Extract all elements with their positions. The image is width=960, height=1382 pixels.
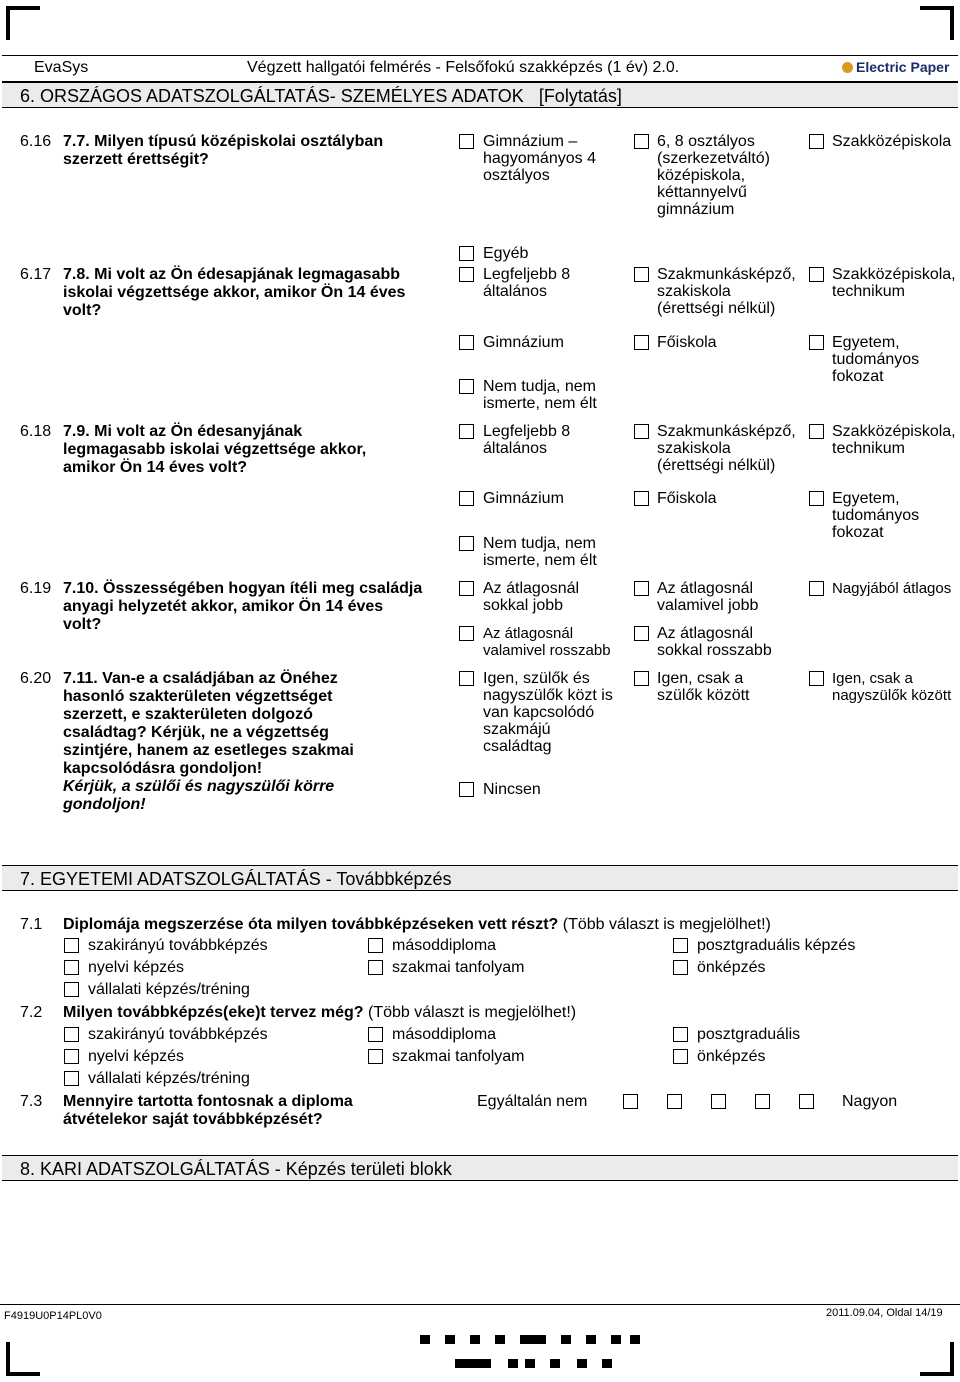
q617-option-2: Szakmunkásképző, szakiskola (érettségi nélkül): [657, 266, 796, 317]
q71-checkbox-3[interactable]: [673, 938, 688, 953]
q619-checkbox-1[interactable]: [459, 581, 474, 596]
q618-option-6: Egyetem, tudományos fokozat: [832, 490, 920, 541]
q617-checkbox-1[interactable]: [459, 267, 474, 282]
section-8-title: 8. KARI ADATSZOLGÁLTATÁS - Képzés területi blokk: [20, 1159, 452, 1179]
q71-checkbox-1[interactable]: [64, 938, 79, 953]
q618-checkbox-7[interactable]: [459, 536, 474, 551]
q620-checkbox-1[interactable]: [459, 671, 474, 686]
q73-scale-checkbox-1[interactable]: [623, 1094, 638, 1109]
q71-checkbox-4[interactable]: [64, 960, 79, 975]
q616-option-2: 6, 8 osztályos (szerkezetváltó) középiskola, kéttannyelvű gimnázium: [657, 133, 770, 218]
q620-option-4: Nincsen: [483, 781, 541, 798]
q72-checkbox-6[interactable]: [673, 1049, 688, 1064]
barcode-row-1: [420, 1331, 643, 1349]
document-header: [2, 55, 958, 82]
q619-option-2: Az átlagosnál valamivel jobb: [657, 580, 759, 614]
q72-option-4: nyelvi képzés: [88, 1048, 185, 1065]
registration-mark-top-right: [920, 6, 954, 40]
q619-checkbox-5[interactable]: [634, 626, 649, 641]
q72-option-6: önképzés: [697, 1048, 766, 1065]
q73-scale-right-label: Nagyon: [842, 1093, 898, 1110]
q617-option-7: Nem tudja, nem ismerte, nem élt: [483, 378, 597, 412]
registration-mark-bottom-right: [920, 1342, 954, 1376]
q619-number: 6.19: [20, 580, 52, 597]
q619-option-1: Az átlagosnál sokkal jobb: [483, 580, 580, 614]
q617-text: 7.8. Mi volt az Ön édesapjának legmagasabb iskolai végzettsége akkor, amikor Ön 14 éves volt?: [63, 266, 406, 319]
q71-checkbox-7[interactable]: [64, 982, 79, 997]
q620-checkbox-2[interactable]: [634, 671, 649, 686]
q618-text: 7.9. Mi volt az Ön édesanyjának legmagasabb iskolai végzettsége akkor, amikor Ön 14 éves volt?: [63, 423, 367, 476]
q618-option-3: Szakközépiskola, technikum: [832, 423, 956, 457]
q620-option-3: Igen, csak a nagyszülők között: [832, 670, 952, 704]
q618-checkbox-4[interactable]: [459, 491, 474, 506]
q72-option-1: szakirányú továbbképzés: [88, 1026, 268, 1043]
q71-option-5: szakmai tanfolyam: [392, 959, 525, 976]
q71-text: Diplomája megszerzése óta milyen továbbképzéseken vett részt? (Több választ is megjelölhet!): [63, 916, 771, 933]
section-7-title: 7. EGYETEMI ADATSZOLGÁLTATÁS - Továbbképzés: [20, 869, 452, 889]
q617-number: 6.17: [20, 266, 52, 283]
q616-number: 6.16: [20, 133, 52, 150]
q618-number: 6.18: [20, 423, 52, 440]
q618-option-7: Nem tudja, nem ismerte, nem élt: [483, 535, 597, 569]
q72-checkbox-5[interactable]: [368, 1049, 383, 1064]
footer-rule: [0, 1304, 960, 1305]
q616-checkbox-2[interactable]: [634, 134, 649, 149]
q618-checkbox-3[interactable]: [809, 424, 824, 439]
q71-option-6: önképzés: [697, 959, 766, 976]
q73-scale-checkbox-5[interactable]: [799, 1094, 814, 1109]
q73-scale-checkbox-3[interactable]: [711, 1094, 726, 1109]
q617-checkbox-7[interactable]: [459, 379, 474, 394]
q617-option-6: Egyetem, tudományos fokozat: [832, 334, 920, 385]
registration-mark-bottom-left: [6, 1342, 40, 1376]
q619-option-4: Az átlagosnál valamivel rosszabb: [483, 625, 611, 659]
q620-checkbox-4[interactable]: [459, 782, 474, 797]
q72-option-2: másoddiploma: [392, 1026, 497, 1043]
q72-checkbox-2[interactable]: [368, 1027, 383, 1042]
q72-option-3: posztgraduális: [697, 1026, 801, 1043]
q72-number: 7.2: [20, 1004, 43, 1021]
q620-option-2: Igen, csak a szülők között: [657, 670, 750, 704]
barcode-row-2: [455, 1355, 615, 1373]
q72-checkbox-4[interactable]: [64, 1049, 79, 1064]
q618-option-2: Szakmunkásképző, szakiskola (érettségi nélkül): [657, 423, 796, 474]
q618-checkbox-6[interactable]: [809, 491, 824, 506]
q71-checkbox-2[interactable]: [368, 938, 383, 953]
q72-option-5: szakmai tanfolyam: [392, 1048, 525, 1065]
q71-option-1: szakirányú továbbképzés: [88, 937, 268, 954]
q72-checkbox-3[interactable]: [673, 1027, 688, 1042]
q71-hint: (Több választ is megjelölhet!): [562, 916, 771, 933]
q617-option-5: Főiskola: [657, 334, 717, 351]
q71-option-4: nyelvi képzés: [88, 959, 185, 976]
registration-mark-top-left: [6, 6, 40, 40]
q616-checkbox-1[interactable]: [459, 134, 474, 149]
q617-option-1: Legfeljebb 8 általános: [483, 266, 571, 300]
q619-checkbox-3[interactable]: [809, 581, 824, 596]
q617-checkbox-3[interactable]: [809, 267, 824, 282]
section-6-suffix: [Folytatás]: [538, 86, 622, 106]
q617-option-4: Gimnázium: [483, 334, 564, 351]
q620-option-1: Igen, szülők és nagyszülők közt is van kapcsolódó szakmájú családtag: [483, 670, 613, 755]
q618-checkbox-1[interactable]: [459, 424, 474, 439]
q617-checkbox-2[interactable]: [634, 267, 649, 282]
q71-option-7: vállalati képzés/tréning: [88, 981, 250, 998]
q73-scale-checkbox-2[interactable]: [667, 1094, 682, 1109]
q620-number: 6.20: [20, 670, 52, 687]
q620-checkbox-3[interactable]: [809, 671, 824, 686]
q616-checkbox-4[interactable]: [459, 246, 474, 261]
q618-option-1: Legfeljebb 8 általános: [483, 423, 571, 457]
q71-checkbox-5[interactable]: [368, 960, 383, 975]
section-8-header: [2, 1155, 958, 1181]
q72-checkbox-1[interactable]: [64, 1027, 79, 1042]
q73-text: Mennyire tartotta fontosnak a diploma átvételekor saját továbbképzését?: [63, 1093, 353, 1128]
q72-checkbox-7[interactable]: [64, 1071, 79, 1086]
document-title: Végzett hallgatói felmérés - Felsőfokú szakképzés (1 év) 2.0.: [247, 59, 680, 76]
brand-logo: Electric Paper: [842, 59, 949, 75]
q617-checkbox-5[interactable]: [634, 335, 649, 350]
q72-hint: (Több választ is megjelölhet!): [368, 1004, 577, 1021]
q617-checkbox-4[interactable]: [459, 335, 474, 350]
q619-option-3: Nagyjából átlagos: [832, 580, 952, 597]
q71-option-2: másoddiploma: [392, 937, 497, 954]
q620-text: 7.11. Van-e a családjában az Önéhez hasonló szakterületen végzettséget szerzett, e szakterületen dolgozó családtag? Kérjük, ne a végzettség szintjére, hanem az esetleges szakmai kapcsolódásra gondoljon! Kérjük, a szülői és nagyszülői körre gondoljon!: [63, 670, 393, 814]
q620-instruction: Kérjük, a szülői és nagyszülői körre gondoljon!: [63, 778, 335, 813]
q618-option-4: Gimnázium: [483, 490, 564, 507]
logo-icon: [842, 62, 853, 73]
q618-option-5: Főiskola: [657, 490, 717, 507]
q619-checkbox-2[interactable]: [634, 581, 649, 596]
section-7-header: [2, 865, 958, 891]
q616-checkbox-3[interactable]: [809, 134, 824, 149]
q618-checkbox-2[interactable]: [634, 424, 649, 439]
q619-text: 7.10. Összességében hogyan ítéli meg családja anyagi helyzetét akkor, amikor Ön 14 éves volt?: [63, 580, 423, 633]
q619-option-5: Az átlagosnál sokkal rosszabb: [657, 625, 772, 659]
q618-checkbox-5[interactable]: [634, 491, 649, 506]
q73-scale-left-label: Egyáltalán nem: [477, 1093, 588, 1110]
q73-number: 7.3: [20, 1093, 43, 1110]
section-6-header: [2, 82, 958, 108]
q616-text: 7.7. Milyen típusú középiskolai osztályban szerzett érettségit?: [63, 133, 384, 168]
q617-option-3: Szakközépiskola, technikum: [832, 266, 956, 300]
q73-scale-checkbox-4[interactable]: [755, 1094, 770, 1109]
footer-date-page: 2011.09.04, Oldal 14/19: [826, 1307, 943, 1319]
q616-option-1: Gimnázium – hagyományos 4 osztályos: [483, 133, 596, 184]
q617-checkbox-6[interactable]: [809, 335, 824, 350]
q71-option-3: posztgraduális képzés: [697, 937, 856, 954]
q72-text: Milyen továbbképzés(eke)t tervez még? (Több választ is megjelölhet!): [63, 1004, 577, 1021]
q71-checkbox-6[interactable]: [673, 960, 688, 975]
q616-option-4: Egyéb: [483, 245, 529, 262]
q619-checkbox-4[interactable]: [459, 626, 474, 641]
q616-option-3: Szakközépiskola: [832, 133, 952, 150]
footer-form-code: F4919U0P14PL0V0: [4, 1310, 102, 1322]
q71-number: 7.1: [20, 916, 43, 933]
section-6-title: 6. ORSZÁGOS ADATSZOLGÁLTATÁS- SZEMÉLYES ADATOK: [20, 86, 524, 106]
q72-option-7: vállalati képzés/tréning: [88, 1070, 250, 1087]
app-name: EvaSys: [34, 59, 89, 76]
